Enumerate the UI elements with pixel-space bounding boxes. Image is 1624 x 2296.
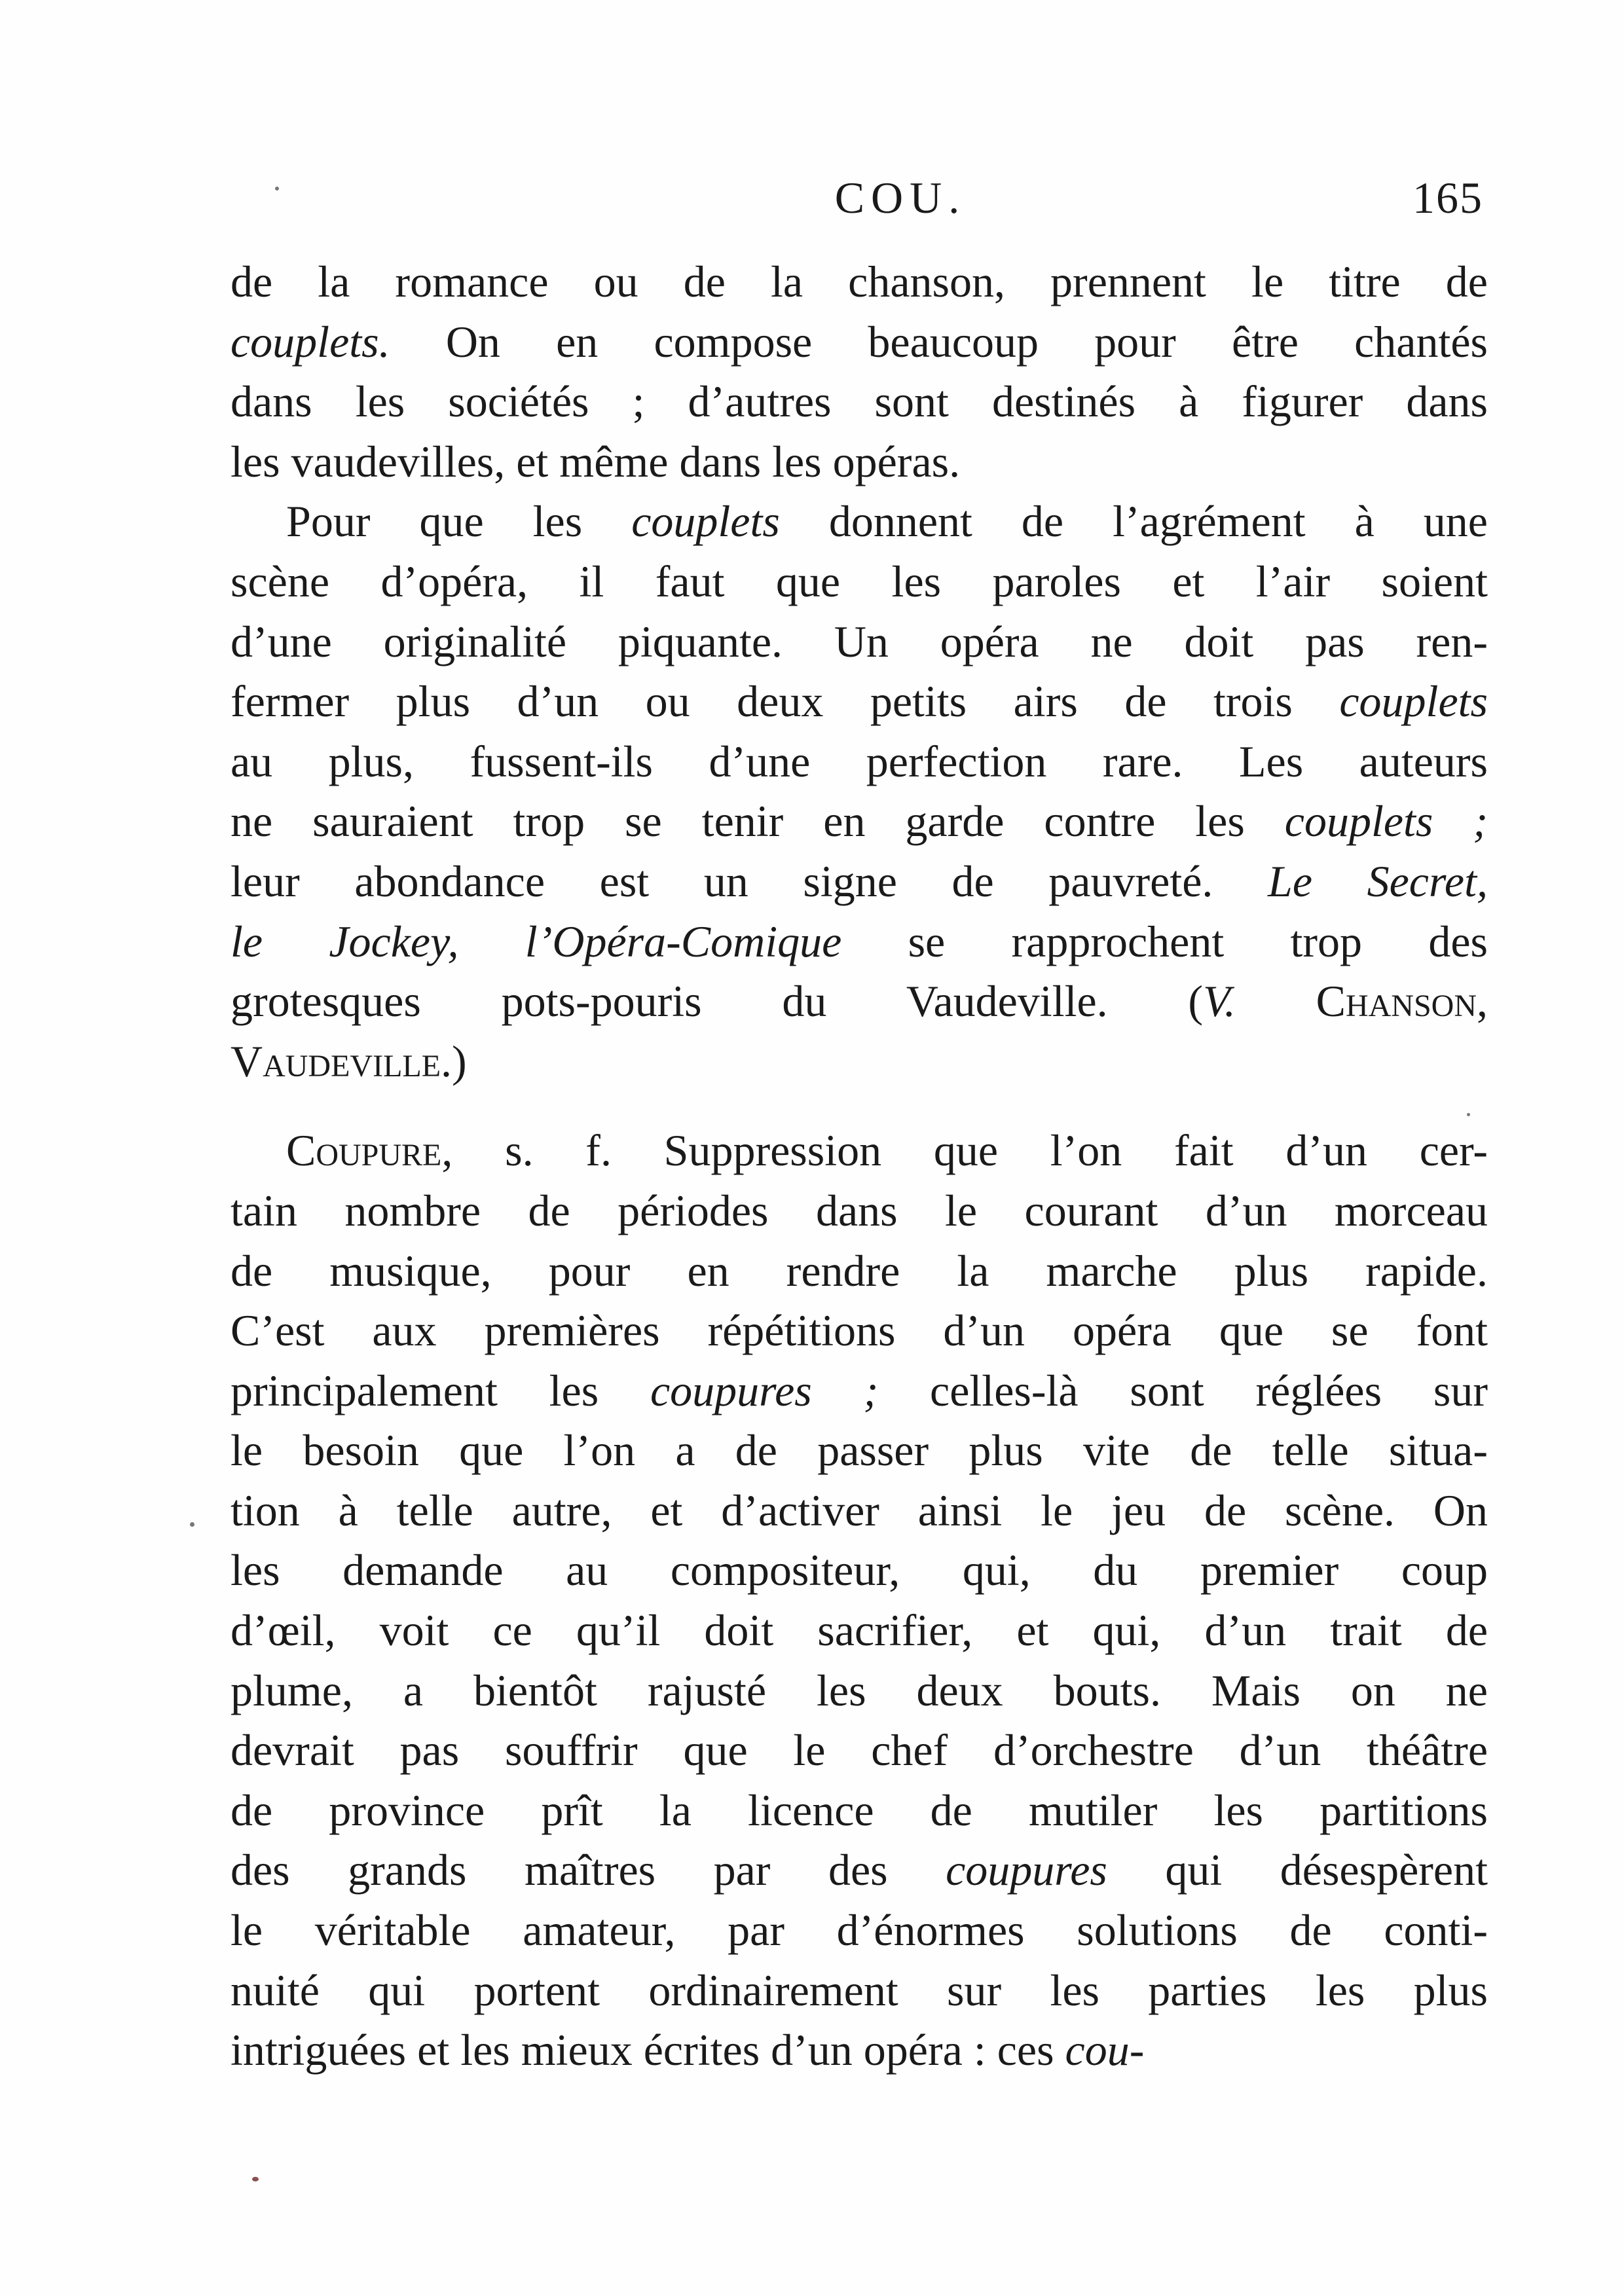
paragraph-gap (231, 1091, 1488, 1121)
text-segment: principalement les (231, 1365, 650, 1415)
text-line (231, 252, 1488, 312)
small-caps-segment: Coupure (286, 1125, 442, 1176)
small-caps-segment: Vaudeville. (231, 1036, 452, 1086)
text-line (231, 1601, 1488, 1661)
italic-segment: coupures ; (650, 1365, 879, 1415)
italic-segment: couplets (1339, 676, 1488, 727)
text-segment: les vaudevilles, et même dans les opéras. (231, 436, 961, 486)
italic-segment: cou- (1065, 2025, 1145, 2075)
text-segment: le véritable amateur, par d’énormes solutions de conti- (231, 1905, 1488, 1956)
italic-segment: V. (1203, 976, 1236, 1027)
text-line (231, 852, 1488, 912)
text-segment: tion à telle autre, et d’activer ainsi le jeu de scène. On (231, 1485, 1488, 1535)
text-line (231, 1241, 1488, 1302)
text-line (231, 1540, 1488, 1601)
text-segment: leur abondance est un signe de pauvreté. (231, 856, 1268, 906)
text-segment: donnent de l’agrément à une (779, 496, 1488, 547)
text-segment: nuité qui portent ordinairement sur les parties les plus (231, 1965, 1488, 2015)
italic-segment: couplets ; (1284, 796, 1488, 847)
small-caps-segment: Chanson, (1316, 976, 1488, 1027)
text-line (231, 972, 1488, 1032)
text-line (231, 732, 1488, 792)
text-segment: d’œil, voit ce qu’il doit sacrifier, et qui, d’un trait de (231, 1605, 1488, 1656)
scan-speck (1467, 1113, 1470, 1116)
italic-segment: coupures (946, 1845, 1107, 1895)
text-segment: les demande au compositeur, qui, du premier coup (231, 1545, 1488, 1595)
text-segment: qui désespèrent (1107, 1845, 1488, 1895)
text-line (231, 432, 1488, 492)
running-head: COU. (834, 173, 967, 223)
italic-segment: le Jockey, l’Opéra-Comique (231, 916, 842, 966)
text-segment: d’une originalité piquante. Un opéra ne doit pas ren- (231, 616, 1488, 666)
text-line (231, 1901, 1488, 1961)
text-segment: celles-là sont réglées sur (878, 1365, 1488, 1415)
text-segment: devrait pas souffrir que le chef d’orchestre d’un théâtre (231, 1725, 1488, 1776)
paragraph (231, 1121, 1488, 2081)
scan-speck (275, 187, 279, 191)
text-line (231, 1032, 1488, 1092)
text-segment: de province prît la licence de mutiler les partitions (231, 1785, 1488, 1835)
text-segment: On en compose beaucoup pour être chantés (390, 316, 1488, 367)
text-segment: dans les sociétés ; d’autres sont destinés à figurer dans (231, 376, 1488, 427)
text-line (231, 1661, 1488, 1721)
paragraph (231, 492, 1488, 1091)
text-line (231, 1781, 1488, 1841)
text-line (231, 672, 1488, 732)
text-line (231, 1721, 1488, 1781)
scan-speck (252, 2177, 259, 2181)
text-segment: tain nombre de périodes dans le courant d’un morceau (231, 1185, 1488, 1235)
text-segment: grotesques pots-pouris du Vaudeville. ( (231, 976, 1204, 1027)
text-line (231, 1361, 1488, 1421)
text-line (231, 372, 1488, 432)
text-segment: plume, a bientôt rajusté les deux bouts. Mais on ne (231, 1665, 1488, 1715)
text-line (231, 1421, 1488, 1481)
text-segment: des grands maîtres par des (231, 1845, 946, 1895)
text-segment: Pour que les (286, 496, 632, 547)
text-line (231, 552, 1488, 612)
text-segment: fermer plus d’un ou deux petits airs de trois (231, 676, 1340, 727)
text-line (231, 912, 1488, 972)
text-line (231, 1181, 1488, 1241)
text-segment: de la romance ou de la chanson, prennent le titre de (231, 257, 1488, 306)
text-line (231, 1961, 1488, 2021)
text-segment: de musique, pour en rendre la marche plus rapide. (231, 1245, 1488, 1296)
text-segment: au plus, fussent-ils d’une perfection rare. Les auteurs (231, 736, 1488, 786)
body-text (231, 252, 1488, 2081)
text-line (231, 792, 1488, 852)
text-segment: , s. f. Suppression que l’on fait d’un cer- (441, 1125, 1488, 1176)
text-segment: ) (452, 1036, 467, 1086)
italic-segment: Le Secret, (1268, 856, 1488, 906)
text-line (231, 1840, 1488, 1901)
text-segment: intriguées et les mieux écrites d’un opéra : ces (231, 2025, 1065, 2075)
text-line (231, 2020, 1488, 2081)
text-line (231, 312, 1488, 373)
text-line (231, 1481, 1488, 1541)
text-segment: scène d’opéra, il faut que les paroles et l’air soient (231, 556, 1488, 606)
text-segment: ne sauraient trop se tenir en garde contre les (231, 796, 1285, 847)
text-segment: le besoin que l’on a de passer plus vite de telle situa- (231, 1425, 1488, 1476)
italic-segment: couplets (631, 496, 780, 547)
page-number: 165 (1412, 173, 1483, 223)
scan-speck (190, 1522, 194, 1527)
text-line (231, 1301, 1488, 1361)
italic-segment: couplets. (231, 316, 390, 367)
text-segment: se rapprochent trop des (841, 916, 1488, 966)
text-segment: C’est aux premières répétitions d’un opéra que se font (231, 1305, 1488, 1356)
paragraph (231, 252, 1488, 492)
text-line (231, 492, 1488, 552)
text-line (231, 612, 1488, 672)
page-header (232, 167, 1483, 229)
text-segment (1236, 976, 1316, 1026)
text-line (231, 1121, 1488, 1181)
